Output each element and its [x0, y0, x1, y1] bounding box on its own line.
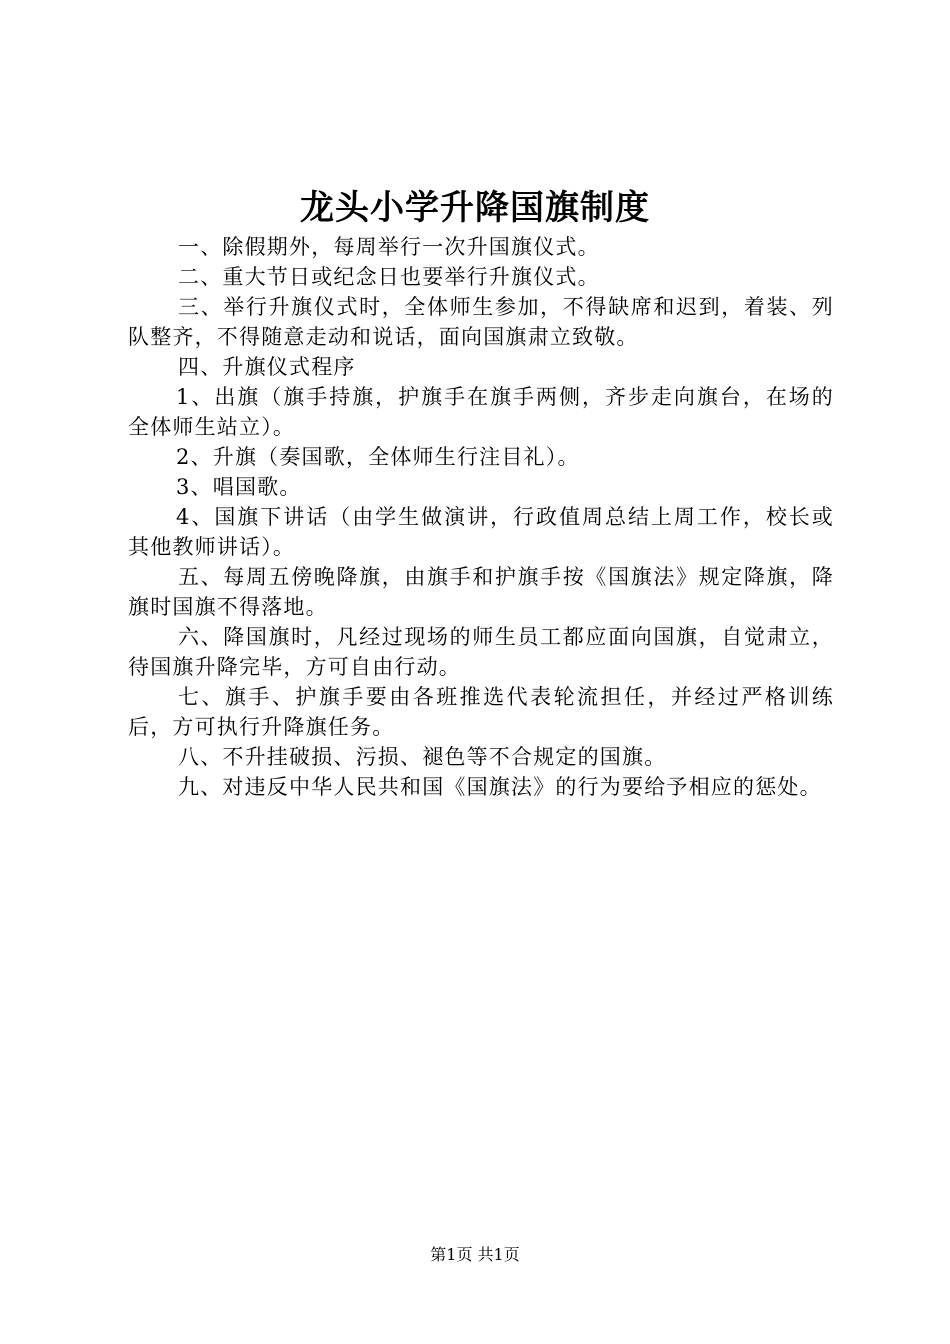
document-title: 龙头小学升降国旗制度	[300, 188, 650, 228]
procedure-step-1: 1、出旗（旗手持旗，护旗手在旗手两侧，齐步走向旗台，在场的全体师生站立）。	[128, 385, 834, 439]
page-footer: 第1页 共1页	[430, 1245, 520, 1264]
procedure-step-4: 4、国旗下讲话（由学生做演讲，行政值周总结上周工作，校长或其他教师讲话）。	[128, 505, 834, 559]
paragraph-6: 六、降国旗时，凡经过现场的师生员工都应面向国旗，自觉肃立，待国旗升降完毕，方可自由行动。	[128, 625, 834, 679]
paragraph-2: 二、重大节日或纪念日也要举行升旗仪式。	[178, 265, 600, 289]
procedure-step-3: 3、唱国歌。	[176, 475, 302, 499]
paragraph-3: 三、举行升旗仪式时，全体师生参加，不得缺席和迟到，着装、列队整齐，不得随意走动和说话，面向国旗肃立致敬。	[128, 295, 834, 349]
paragraph-8: 八、不升挂破损、污损、褪色等不合规定的国旗。	[178, 745, 667, 769]
document-body	[128, 232, 834, 802]
paragraph-7: 七、旗手、护旗手要由各班推选代表轮流担任，并经过严格训练后，方可执行升降旗任务。	[128, 685, 834, 739]
procedure-step-2: 2、升旗（奏国歌，全体师生行注目礼）。	[176, 445, 580, 469]
paragraph-4: 四、升旗仪式程序	[178, 355, 356, 379]
paragraph-1: 一、除假期外，每周举行一次升国旗仪式。	[178, 235, 600, 259]
paragraph-9: 九、对违反中华人民共和国《国旗法》的行为要给予相应的惩处。	[178, 775, 822, 799]
paragraph-5: 五、每周五傍晚降旗，由旗手和护旗手按《国旗法》规定降旗，降旗时国旗不得落地。	[128, 565, 834, 619]
